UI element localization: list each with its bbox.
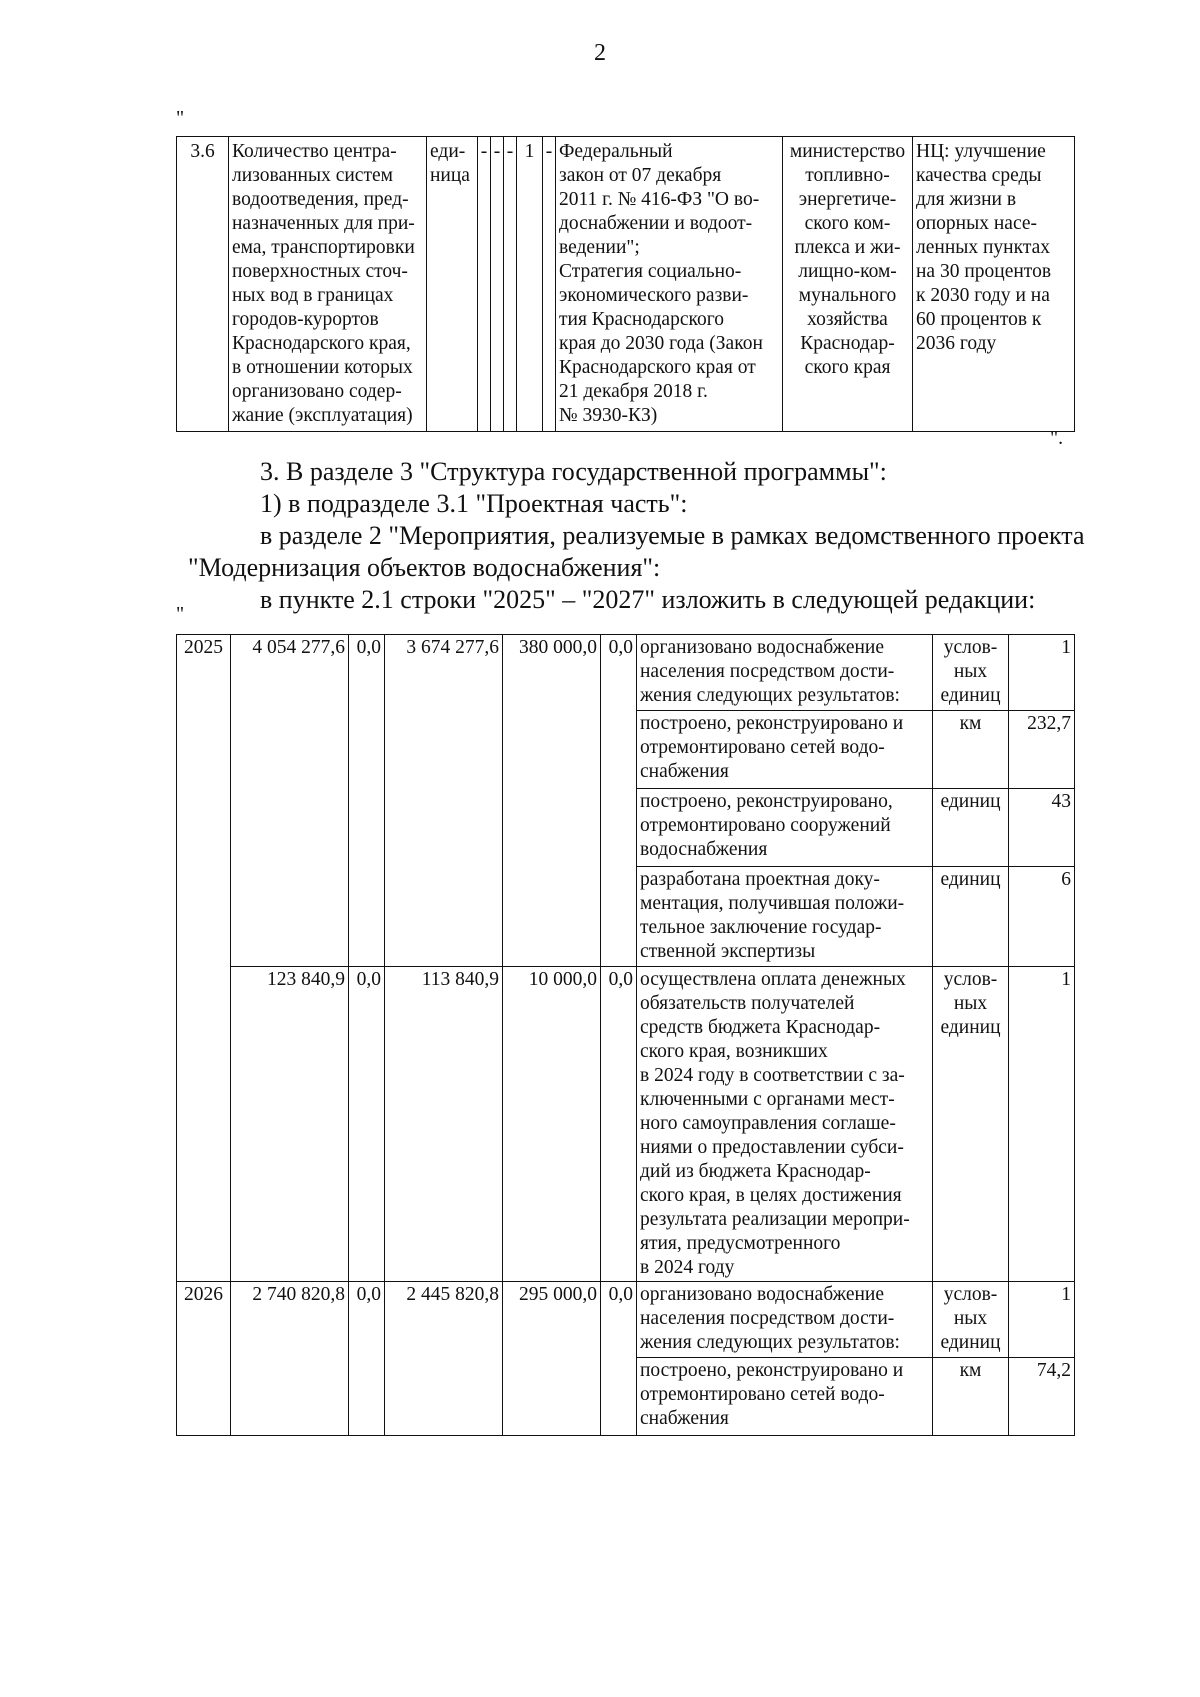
funding-col-3: 10 000,0 — [503, 967, 601, 1282]
closing-quote-mark: ". — [1050, 427, 1064, 449]
funding-col-1: 0,0 — [349, 635, 385, 967]
result-value: 74,2 — [1009, 1358, 1075, 1436]
indicator-name: Количество центра- лизованных систем водоотведения, пред- назначенных для при- ема, транспортировки поверхностных сточ- ных вод в границах городов-курортов Краснодарского края, в отношении которых организовано содер- жание (эксплуатация) — [229, 137, 427, 432]
indicator-goal: НЦ: улучшение качества среды для жизни в опорных насе- ленных пунктах на 30 процентов к 2030 году и на 60 процентов к 2036 году — [913, 137, 1075, 432]
result-unit: км — [933, 711, 1009, 789]
year-2026: 2026 — [177, 1282, 231, 1436]
funding-col-4: 0,0 — [601, 635, 637, 967]
indicator-responsible: министерство топливно- энергетиче- ского ком- плекса и жи- лищно-ком- мунального хозяйства Краснодар- ского края — [783, 137, 913, 432]
funding-col-2: 3 674 277,6 — [385, 635, 503, 967]
result-value: 43 — [1009, 789, 1075, 867]
table-row — [177, 635, 1075, 711]
result-unit: единиц — [933, 867, 1009, 967]
funding-col-3: 380 000,0 — [503, 635, 601, 967]
funding-col-1: 0,0 — [349, 967, 385, 1282]
indicator-unit: еди- ница — [427, 137, 478, 432]
indicator-value-3: - — [504, 137, 517, 432]
indicator-value-2: - — [491, 137, 504, 432]
funding-total: 4 054 277,6 — [231, 635, 349, 967]
paragraph-section-2-line-2: "Модернизация объектов водоснабжения": — [188, 553, 661, 582]
result-text: осуществлена оплата денежных обязательств получателей средств бюджета Краснодар- ского края, возникших в 2024 году в соответствии с за- ключенными с органами мест- ного самоуправления соглаше- ниями о предоставлении субси- дий из бюджета Краснодар- ского края, в целях достижения результата реализации меропри- ятия, предусмотренного в 2024 году — [637, 967, 933, 1282]
result-text: организовано водоснабжение населения посредством дости- жения следующих результатов: — [637, 1282, 933, 1358]
funding-col-2: 113 840,9 — [385, 967, 503, 1282]
indicator-value-4: 1 — [517, 137, 543, 432]
funding-table — [176, 634, 1075, 1436]
result-value: 1 — [1009, 967, 1075, 1282]
paragraph-item-2-1: в пункте 2.1 строки "2025" – "2027" изложить в следующей редакции: — [260, 585, 1036, 614]
paragraph-subsection-3-1: 1) в подразделе 3.1 "Проектная часть": — [260, 489, 688, 518]
result-unit: услов- ных единиц — [933, 635, 1009, 711]
result-text: построено, реконструировано, отремонтировано сооружений водоснабжения — [637, 789, 933, 867]
opening-quote-mark-2: " — [176, 603, 185, 625]
funding-col-4: 0,0 — [601, 967, 637, 1282]
result-text: разработана проектная доку- ментация, получившая положи- тельное заключение государ- ственной экспертизы — [637, 867, 933, 967]
paragraph-section-3: 3. В разделе 3 "Структура государственной программы": — [260, 457, 887, 486]
result-unit: км — [933, 1358, 1009, 1436]
result-value: 232,7 — [1009, 711, 1075, 789]
funding-col-2: 2 445 820,8 — [385, 1282, 503, 1436]
result-value: 6 — [1009, 867, 1075, 967]
paragraph-section-2-line-1: в разделе 2 "Мероприятия, реализуемые в рамках ведомственного проекта — [260, 521, 1085, 550]
result-text: построено, реконструировано и отремонтировано сетей водо- снабжения — [637, 711, 933, 789]
result-unit: услов- ных единиц — [933, 1282, 1009, 1358]
opening-quote-mark: " — [176, 107, 185, 129]
funding-col-3: 295 000,0 — [503, 1282, 601, 1436]
year-2025: 2025 — [177, 635, 231, 1282]
indicator-table — [176, 136, 1075, 432]
amendment-text — [188, 456, 1158, 616]
result-unit: услов- ных единиц — [933, 967, 1009, 1282]
indicator-number: 3.6 — [177, 137, 229, 432]
funding-total: 2 740 820,8 — [231, 1282, 349, 1436]
indicator-value-1: - — [478, 137, 491, 432]
funding-total: 123 840,9 — [231, 967, 349, 1282]
result-value: 1 — [1009, 1282, 1075, 1358]
indicator-value-5: - — [543, 137, 556, 432]
result-unit: единиц — [933, 789, 1009, 867]
funding-col-1: 0,0 — [349, 1282, 385, 1436]
result-value: 1 — [1009, 635, 1075, 711]
table-row — [177, 967, 1075, 1282]
result-text: построено, реконструировано и отремонтировано сетей водо- снабжения — [637, 1358, 933, 1436]
funding-col-4: 0,0 — [601, 1282, 637, 1436]
page-number: 2 — [594, 40, 606, 66]
indicator-legal-basis: Федеральный закон от 07 декабря 2011 г. № 416-ФЗ "О во- доснабжении и водоот- ведении"; Стратегия социально- экономического разви- тия Краснодарского края до 2030 года (Закон Краснодарского края от 21 декабря 2018 г. № 3930-КЗ) — [556, 137, 783, 432]
indicator-row — [177, 137, 1075, 432]
result-text: организовано водоснабжение населения посредством дости- жения следующих результатов: — [637, 635, 933, 711]
table-row — [177, 1282, 1075, 1358]
